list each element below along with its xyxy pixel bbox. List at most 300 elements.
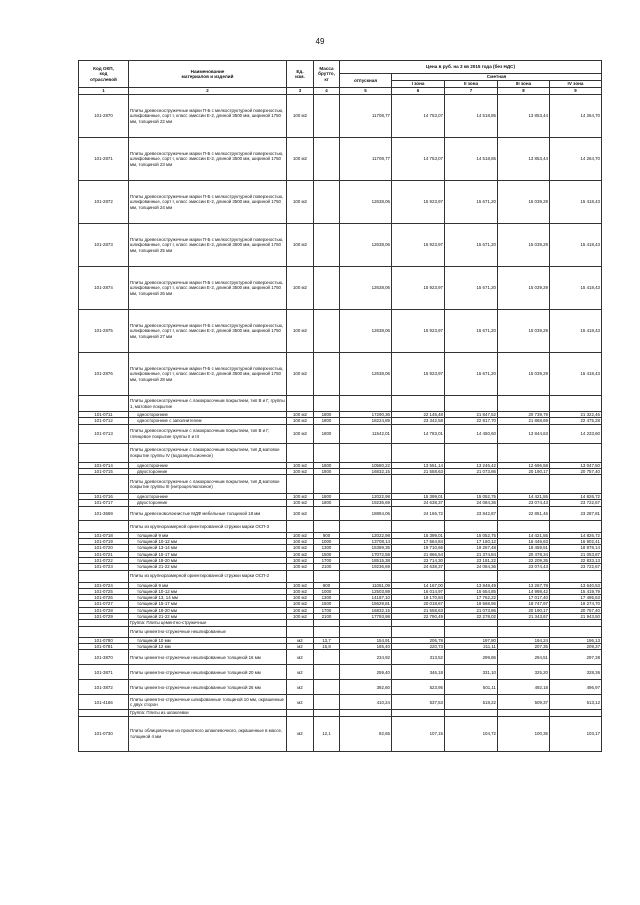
cell-zone1-price: 220,73 (392, 643, 445, 649)
cell-zone4-price: 13 047,50 (550, 462, 602, 468)
table-row (79, 224, 602, 267)
cell-mass: 1500 (314, 551, 340, 557)
cell-zone2-price (445, 396, 498, 412)
cell-unit: 100 м2 (287, 614, 314, 620)
table-row (79, 443, 602, 462)
cell-name: толщиной 10 мм (129, 637, 287, 643)
cell-mass: 900 (314, 582, 340, 588)
cell-mass: 13,7 (314, 637, 340, 643)
cell-name: Плиты древесноволокнистые МДФ мебельные толщиной 18 мм (129, 506, 287, 520)
cell-code: 101-0721 (79, 551, 129, 557)
header-index: 1 (79, 88, 129, 95)
cell-code: 101-3669 (79, 506, 129, 520)
table-row (79, 520, 602, 532)
cell-name: Плиты древесностружечные марки П-Б с мелкоструктурной поверхностью, шлифованные, сорт I, класс эмиссии Е-2, длиной 3500 мм, шириной 1750 мм, толщиной 24 мм (129, 181, 287, 224)
cell-mass (314, 570, 340, 582)
table-row (79, 267, 602, 310)
header-index: 5 (340, 88, 392, 95)
cell-zone3-price: 13 853,44 (498, 95, 550, 138)
cell-zone2-price: 21 374,84 (445, 551, 498, 557)
header-name: Наименование материалов и изделий (129, 61, 287, 88)
cell-release-price: 17072,58 (340, 551, 392, 557)
cell-zone4-price: 328,36 (550, 665, 602, 680)
cell-release-price: 12638,06 (340, 353, 392, 396)
header-zone3: III зона (498, 81, 550, 88)
cell-code: 101-0711 (79, 412, 129, 418)
cell-mass (314, 650, 340, 665)
cell-mass (314, 224, 340, 267)
cell-zone4-price: 14 264,70 (550, 138, 602, 181)
cell-zone3-price: 21 343,67 (498, 614, 550, 620)
cell-code (79, 520, 129, 532)
cell-zone4-price: 23 722,67 (550, 564, 602, 570)
cell-release-price: 18515,38 (340, 557, 392, 563)
cell-zone1-price: 14 753,07 (392, 95, 445, 138)
cell-mass (314, 443, 340, 462)
cell-name: Плиты из крупноразмерной ориентированной стружки марки ОСП-2 (129, 570, 287, 582)
cell-mass: 1000 (314, 588, 340, 594)
cell-mass (314, 353, 340, 396)
cell-code: 101-0781 (79, 643, 129, 649)
cell-release-price: 16832,15 (340, 607, 392, 613)
cell-zone2-price: 21 073,86 (445, 607, 498, 613)
cell-zone4-price: 513,12 (550, 695, 602, 710)
cell-mass (314, 680, 340, 695)
cell-code (79, 570, 129, 582)
cell-mass: 12,1 (314, 716, 340, 751)
cell-name: Плиты древесностружечные марки П-Б с мелкоструктурной поверхностью, шлифованные, сорт I, класс эмиссии Е-2, длиной 3500 мм, шириной 1750 мм, толщиной 22 мм (129, 95, 287, 138)
cell-mass: 900 (314, 532, 340, 538)
cell-zone3-price: 17 017,40 (498, 595, 550, 601)
cell-zone1-price: 15 923,97 (392, 310, 445, 353)
cell-name: Плиты древесностружечные с лакокрасочным покрытием, тип Д матовое покрытие группы IV (водоэмульсионное) (129, 443, 287, 462)
cell-zone2-price: 14 450,60 (445, 424, 498, 443)
cell-code: 101-0720 (79, 545, 129, 551)
cell-release-price: 11708,77 (340, 138, 392, 181)
cell-zone3-price: 14 998,42 (498, 588, 550, 594)
cell-zone2-price: 22 278,02 (445, 614, 498, 620)
cell-name: толщиной 13, 14 мм (129, 595, 287, 601)
cell-zone4-price: 13 640,53 (550, 582, 602, 588)
table-row (79, 95, 602, 138)
cell-unit: 100 м2 (287, 595, 314, 601)
cell-zone1-price (392, 396, 445, 412)
cell-name: односторонние с заполнителем (129, 418, 287, 424)
cell-name: односторонние (129, 462, 287, 468)
cell-release-price: 10580,22 (340, 462, 392, 468)
cell-zone2-price (445, 520, 498, 532)
cell-name: толщиной 13-14 мм (129, 545, 287, 551)
cell-zone3-price: 14 421,55 (498, 494, 550, 500)
cell-zone4-price (550, 520, 602, 532)
cell-name: односторонние (129, 412, 287, 418)
cell-mass (314, 181, 340, 224)
table-row (79, 665, 602, 680)
cell-unit (287, 520, 314, 532)
cell-zone4-price: 20 757,40 (550, 607, 602, 613)
cell-zone1-price: 14 753,07 (392, 138, 445, 181)
cell-unit: 100 м2 (287, 138, 314, 181)
cell-name: Группа: Плиты из шпаклевки (129, 710, 287, 716)
cell-release-price: 15389,35 (340, 545, 392, 551)
cell-zone1-price: 19 710,66 (392, 545, 445, 551)
cell-zone1-price: 16 014,97 (392, 588, 445, 594)
cell-name: Плиты древесностружечные с лакокрасочным покрытием, тип Д матовое покрытие группы III (нитроцеллюлозное) (129, 475, 287, 494)
cell-zone1-price: 24 638,37 (392, 564, 445, 570)
cell-zone4-price (550, 475, 602, 494)
cell-zone4-price: 496,97 (550, 680, 602, 695)
cell-release-price: 392,60 (340, 680, 392, 695)
cell-name: Плиты цементно-стружечные нешлифованные толщиной 16 мм (129, 650, 287, 665)
cell-release-price (340, 443, 392, 462)
cell-release-price: 12638,06 (340, 310, 392, 353)
cell-unit: 100 м2 (287, 95, 314, 138)
cell-zone3-price: 325,20 (498, 665, 550, 680)
cell-name: Плиты древесностружечные с лакокрасочным покрытием, тип В и Г, группы 1, матовое покрытие (129, 396, 287, 412)
cell-unit (287, 626, 314, 637)
cell-release-price: 12638,06 (340, 224, 392, 267)
cell-zone3-price: 294,51 (498, 650, 550, 665)
cell-zone3-price: 194,24 (498, 637, 550, 643)
cell-zone3-price: 21 868,69 (498, 418, 550, 424)
cell-zone1-price: 21 866,54 (392, 551, 445, 557)
cell-zone1-price: 13 551,14 (392, 462, 445, 468)
cell-zone3-price (498, 570, 550, 582)
cell-zone4-price: 15 418,43 (550, 224, 602, 267)
cell-zone1-price: 24 166,72 (392, 506, 445, 520)
cell-code: 101-2872 (79, 181, 129, 224)
cell-zone3-price: 207,35 (498, 643, 550, 649)
cell-zone3-price: 14 421,55 (498, 532, 550, 538)
cell-mass: 1800 (314, 494, 340, 500)
cell-zone1-price (392, 475, 445, 494)
cell-zone2-price: 19 267,48 (445, 545, 498, 551)
cell-zone1-price: 22 790,49 (392, 614, 445, 620)
cell-unit: 100 м2 (287, 418, 314, 424)
cell-zone4-price: 15 418,43 (550, 267, 602, 310)
cell-code: 101-0718 (79, 532, 129, 538)
cell-zone4-price: 19 274,70 (550, 601, 602, 607)
cell-mass: 1000 (314, 539, 340, 545)
cell-unit: 100 м2 (287, 412, 314, 418)
cell-code: 101-0712 (79, 418, 129, 424)
header-index: 7 (445, 88, 498, 95)
cell-mass: 1700 (314, 557, 340, 563)
header-index: 3 (287, 88, 314, 95)
cell-name: односторонние (129, 494, 287, 500)
cell-code: 101-0729 (79, 614, 129, 620)
cell-zone2-price: 15 671,20 (445, 267, 498, 310)
cell-zone2-price: 104,72 (445, 716, 498, 751)
cell-unit: 100 м2 (287, 601, 314, 607)
cell-zone4-price: 22 475,28 (550, 418, 602, 424)
cell-unit: м2 (287, 695, 314, 710)
cell-mass (314, 95, 340, 138)
cell-zone1-price: 15 399,01 (392, 494, 445, 500)
cell-zone2-price: 15 052,75 (445, 494, 498, 500)
cell-mass (314, 310, 340, 353)
cell-zone3-price: 20 190,17 (498, 607, 550, 613)
cell-mass: 1800 (314, 500, 340, 506)
cell-zone3-price (498, 520, 550, 532)
cell-name: толщиной 15-17 мм (129, 601, 287, 607)
cell-zone4-price: 16 902,41 (550, 539, 602, 545)
cell-unit: 100 м2 (287, 181, 314, 224)
table-row (79, 680, 602, 695)
cell-release-price: 154,91 (340, 637, 392, 643)
header-release: отпускная (340, 74, 392, 88)
cell-name: толщиной 9 мм (129, 532, 287, 538)
cell-unit (287, 570, 314, 582)
cell-code: 101-2871 (79, 138, 129, 181)
cell-zone2-price: 15 671,20 (445, 353, 498, 396)
cell-name: толщиной 12 мм (129, 643, 287, 649)
header-price-group: Цена в руб. на 3 кв 2015 года (без НДС) (340, 61, 602, 74)
cell-zone3-price: 15 039,29 (498, 224, 550, 267)
cell-name: толщиной 18-20 мм (129, 607, 287, 613)
cell-name: двухсторонние (129, 500, 287, 506)
cell-code: 101-0719 (79, 539, 129, 545)
cell-unit: 100 м2 (287, 224, 314, 267)
cell-mass: 1800 (314, 424, 340, 443)
cell-zone3-price: 18 459,51 (498, 545, 550, 551)
cell-zone3-price: 23 074,43 (498, 500, 550, 506)
cell-zone3-price (498, 475, 550, 494)
cell-mass: 15,8 (314, 643, 340, 649)
table-row (79, 475, 602, 494)
cell-name: толщиной 15-17 мм (129, 551, 287, 557)
cell-zone3-price: 20 739,79 (498, 412, 550, 418)
cell-unit: 100 м2 (287, 494, 314, 500)
cell-zone4-price: 297,38 (550, 650, 602, 665)
cell-code: 101-0716 (79, 494, 129, 500)
cell-zone2-price: 13 246,42 (445, 462, 498, 468)
cell-zone2-price (445, 443, 498, 462)
cell-code: 101-0780 (79, 637, 129, 643)
cell-code: 101-0730 (79, 716, 129, 751)
cell-code: 101-0728 (79, 607, 129, 613)
cell-unit: м2 (287, 650, 314, 665)
cell-code: 101-2873 (79, 224, 129, 267)
table-row (79, 138, 602, 181)
cell-release-price: 82,65 (340, 716, 392, 751)
cell-zone1-price: 22 145,48 (392, 412, 445, 418)
table-row (79, 181, 602, 224)
cell-unit: 100 м2 (287, 468, 314, 474)
cell-zone4-price: 22 833,13 (550, 557, 602, 563)
cell-zone1-price: 523,95 (392, 680, 445, 695)
table-row (79, 506, 602, 520)
cell-release-price: 19236,69 (340, 500, 392, 506)
cell-name: Плиты древесностружечные с лакокрасочным покрытием, тип В и Г, глянцевое покрытие группы II и III (129, 424, 287, 443)
cell-code (79, 443, 129, 462)
cell-unit: 100 м2 (287, 462, 314, 468)
cell-name: Плиты цементно-стружечные шлифованные толщиной 10 мм, окрашенные с двух сторон (129, 695, 287, 710)
cell-code: 101-2875 (79, 310, 129, 353)
cell-name: Плиты цементно-стружечные нешлифованные толщиной 26 мм (129, 680, 287, 695)
cell-zone1-price: 313,52 (392, 650, 445, 665)
cell-name: толщиной 10-12 мм (129, 539, 287, 545)
cell-unit: 100 м2 (287, 564, 314, 570)
cell-unit: 100 м2 (287, 582, 314, 588)
cell-mass: 1800 (314, 418, 340, 424)
cell-mass (314, 520, 340, 532)
cell-zone1-price (392, 520, 445, 532)
cell-zone4-price: 196,13 (550, 637, 602, 643)
cell-zone3-price (498, 443, 550, 462)
cell-zone2-price: 23 842,87 (445, 506, 498, 520)
cell-zone4-price: 23 722,67 (550, 500, 602, 506)
cell-zone4-price: 15 419,79 (550, 588, 602, 594)
cell-name: толщиной 21-22 мм (129, 564, 287, 570)
cell-release-price (340, 570, 392, 582)
cell-zone2-price: 17 762,22 (445, 595, 498, 601)
cell-zone2-price: 23 181,22 (445, 557, 498, 563)
cell-mass: 2100 (314, 614, 340, 620)
header-index: 9 (550, 88, 602, 95)
cell-zone3-price: 18 747,97 (498, 601, 550, 607)
cell-unit: м2 (287, 643, 314, 649)
cell-name: Плиты древесностружечные марки П-Б с мелкоструктурной поверхностью, шлифованные, сорт I, класс эмиссии Е-2, длиной 3500 мм, шириной 1750 мм, толщиной 28 мм (129, 353, 287, 396)
table-row (79, 310, 602, 353)
cell-code (79, 396, 129, 412)
cell-zone4-price: 14 826,72 (550, 494, 602, 500)
cell-zone1-price: 23 342,58 (392, 418, 445, 424)
header-index: 8 (498, 88, 550, 95)
cell-name: Плиты цементно-стружечные нешлифованные толщиной 20 мм (129, 665, 287, 680)
cell-zone4-price: 17 495,53 (550, 595, 602, 601)
cell-zone2-price: 15 654,85 (445, 588, 498, 594)
cell-code: 101-0715 (79, 468, 129, 474)
cell-zone4-price: 14 826,72 (550, 532, 602, 538)
cell-zone1-price: 15 923,97 (392, 267, 445, 310)
cell-release-price (340, 396, 392, 412)
cell-zone2-price: 211,11 (445, 643, 498, 649)
cell-unit: 100 м2 (287, 424, 314, 443)
cell-code: 101-0714 (79, 462, 129, 468)
cell-mass (314, 475, 340, 494)
cell-mass: 1800 (314, 468, 340, 474)
cell-zone1-price: 18 170,84 (392, 595, 445, 601)
cell-zone3-price: 15 039,29 (498, 353, 550, 396)
cell-zone4-price: 14 264,70 (550, 95, 602, 138)
cell-release-price: 15629,81 (340, 601, 392, 607)
cell-release-price: 12503,89 (340, 588, 392, 594)
cell-zone4-price: 209,37 (550, 643, 602, 649)
cell-zone2-price: 14 518,85 (445, 138, 498, 181)
cell-release-price: 14187,10 (340, 595, 392, 601)
cell-unit: 100 м2 (287, 551, 314, 557)
table-row (79, 396, 602, 412)
cell-zone2-price: 21 073,86 (445, 468, 498, 474)
cell-release-price: 165,40 (340, 643, 392, 649)
cell-zone2-price: 15 671,20 (445, 224, 498, 267)
price-table (78, 60, 602, 752)
cell-code: 101-0717 (79, 500, 129, 506)
cell-zone3-price: 22 209,35 (498, 557, 550, 563)
cell-release-price: 12638,06 (340, 181, 392, 224)
cell-zone3-price: 13 844,63 (498, 424, 550, 443)
cell-zone2-price: 15 052,75 (445, 532, 498, 538)
cell-zone2-price: 518,22 (445, 695, 498, 710)
cell-zone3-price (498, 396, 550, 412)
cell-zone1-price (392, 570, 445, 582)
cell-zone2-price: 299,86 (445, 650, 498, 665)
cell-zone2-price (445, 626, 498, 637)
table-row (79, 570, 602, 582)
cell-zone3-price: 12 696,58 (498, 462, 550, 468)
cell-zone3-price: 16 446,63 (498, 539, 550, 545)
cell-name: Плиты облицовочные из прокатного шпаклевочного, окрашенные в массе, толщиной 4 мм (129, 716, 287, 751)
table-row (79, 353, 602, 396)
cell-name: Группа: Плиты цементно-стружечные (129, 620, 287, 626)
cell-release-price (340, 520, 392, 532)
cell-zone1-price: 107,15 (392, 716, 445, 751)
header-zone2: II зона (445, 81, 498, 88)
cell-release-price: 17290,36 (340, 412, 392, 418)
cell-zone1-price: 20 018,67 (392, 601, 445, 607)
cell-mass (314, 267, 340, 310)
cell-zone2-price: 13 848,49 (445, 582, 498, 588)
cell-unit: 100 м2 (287, 506, 314, 520)
cell-mass: 1300 (314, 595, 340, 601)
cell-zone2-price: 15 671,20 (445, 310, 498, 353)
header-zone4: IV зона (550, 81, 602, 88)
cell-zone2-price: 24 084,36 (445, 500, 498, 506)
cell-release-price: 13708,14 (340, 539, 392, 545)
cell-zone2-price: 24 084,36 (445, 564, 498, 570)
cell-name: Плиты древесностружечные марки П-Б с мелкоструктурной поверхностью, шлифованные, сорт I, класс эмиссии Е-2, длиной 3500 мм, шириной 1750 мм, толщиной 23 мм (129, 138, 287, 181)
cell-zone1-price: 24 638,37 (392, 500, 445, 506)
cell-unit (287, 443, 314, 462)
cell-code: 101-4166 (79, 695, 129, 710)
cell-zone4-price (550, 443, 602, 462)
cell-release-price: 17793,98 (340, 614, 392, 620)
cell-code: 101-0727 (79, 601, 129, 607)
cell-code: 101-2870 (79, 95, 129, 138)
table-row (79, 716, 602, 751)
cell-zone4-price (550, 396, 602, 412)
cell-release-price: 18894,06 (340, 506, 392, 520)
cell-release-price: 11061,09 (340, 582, 392, 588)
cell-release-price: 11542,01 (340, 424, 392, 443)
cell-release-price: 12638,06 (340, 267, 392, 310)
table-row (79, 650, 602, 665)
cell-zone4-price: 103,17 (550, 716, 602, 751)
cell-zone4-price: 21 943,50 (550, 614, 602, 620)
cell-zone3-price: 100,35 (498, 716, 550, 751)
cell-unit: 100 м2 (287, 532, 314, 538)
cell-code: 101-3870 (79, 650, 129, 665)
cell-zone2-price (445, 475, 498, 494)
cell-mass (314, 138, 340, 181)
cell-zone1-price: 15 923,97 (392, 224, 445, 267)
cell-zone3-price: 509,37 (498, 695, 550, 710)
table-row (79, 695, 602, 710)
cell-name: толщиной 21-22 мм (129, 614, 287, 620)
header-index-row (79, 88, 602, 95)
cell-unit: 100 м2 (287, 545, 314, 551)
cell-zone4-price (550, 626, 602, 637)
cell-zone2-price: 501,11 (445, 680, 498, 695)
cell-unit: 100 м2 (287, 607, 314, 613)
cell-zone2-price: 17 160,12 (445, 539, 498, 545)
header-estimate: Сметная (392, 74, 602, 81)
cell-code: 101-0723 (79, 564, 129, 570)
cell-zone1-price (392, 626, 445, 637)
cell-unit: 100 м2 (287, 557, 314, 563)
cell-zone1-price: 15 923,97 (392, 181, 445, 224)
